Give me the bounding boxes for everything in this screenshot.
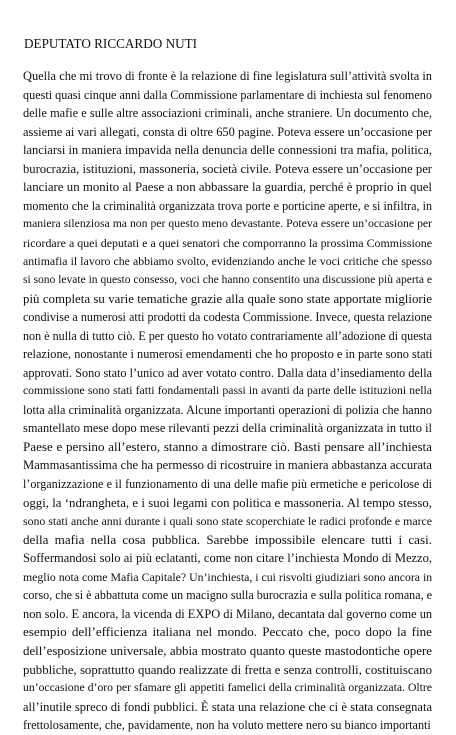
body-text-line: smantellato mese dopo mese rilevanti pezzi della criminalità organizzata in tutto il	[23, 421, 432, 436]
body-text-line: esempio dell’efficienza italiana nel mondo. Peccato che, poco dopo la fine	[23, 624, 432, 640]
body-text-line: Paese e persino all’estero, stanno a dimostrare ciò. Basti pensare all’inchiesta	[23, 438, 432, 454]
body-text-line: maniera silenziosa ma non per questo meno devastante. Poteva essere un’occasione per	[23, 217, 432, 231]
body-text-line: della mafia nella cosa pubblica. Sarebbe impossibile elencare tutti i casi.	[23, 531, 432, 547]
body-text-line: oggi, la ‘ndrangheta, e i suoi legami con politica e massoneria. Al tempo stesso,	[23, 495, 432, 510]
body-text-line: delle mafie e sulle altre associazioni criminali, anche straniere. Un documento che,	[23, 106, 432, 121]
body-text-line: condivise a numerosi atti prodotti da codesta Commissione. Invece, questa relazione	[23, 310, 432, 325]
body-text-line: momento che la criminalità organizzata trova porte e porticine aperte, e si infiltra, in	[23, 198, 432, 213]
body-text-line: antimafia il lavoro che abbiamo svolto, evidenziando anche le voci critiche che spesso	[23, 254, 432, 269]
body-text-line: assieme ai vari allegati, consta di oltre 650 pagine. Poteva essere un’occasione per	[23, 124, 432, 139]
body-text-line: ricordare a quei deputati e a quei senatori che comporranno la prossima Commissione	[23, 235, 432, 250]
body-text-line: non è nulla di tutto ciò. E per questo ho votato contrariamente all’adozione di questa	[23, 328, 432, 343]
body-text-line: lanciare un monito al Paese a non abbassare la guardia, perché è proprio in quel	[23, 180, 432, 195]
body-text-line: più completa su varie tematiche grazie alla quale sono state apportate migliorie	[23, 291, 432, 306]
body-text-line: commissione sono stati fatti fondamentali passi in avanti da parte delle istituzioni nella	[23, 384, 432, 398]
body-text-line: l’organizzazione e il funzionamento di una delle mafie più ermetiche e pericolose di	[23, 477, 432, 492]
body-text-line: lanciarsi in maniera impavida nella denuncia delle connessioni tra mafia, politica,	[23, 143, 432, 158]
document-title: DEPUTATO RICCARDO NUTI	[24, 36, 198, 51]
body-text-line: frettolosamente, che, pavidamente, non ha voluto mettere nero su bianco importanti	[23, 718, 431, 733]
body-text-line: relazione, nonostante i numerosi emendamenti che ho proposto e in parte sono stati	[23, 347, 432, 362]
body-text-line: lotta alla criminalità organizzata. Alcune importanti operazioni di polizia che hanno	[23, 402, 432, 417]
body-text-line: dell’esposizione universale, abbia mostrato quanto queste mastodontiche opere	[23, 643, 432, 658]
body-text-line: meglio nota come Mafia Capitale? Un’inchiesta, i cui risvolti giudiziari sono ancora in	[23, 569, 432, 584]
document-body	[23, 67, 432, 735]
body-text-line: Quella che mi trovo di fronte è la relazione di fine legislatura sull’attività svolta in	[23, 69, 432, 83]
body-text-line: Soffermandosi solo ai più eclatanti, come non citare l’inchiesta Mondo di Mezzo,	[23, 551, 432, 566]
body-text-line: approvati. Sono stato l’unico ad aver votato contro. Dalla data d’insediamento della	[23, 365, 432, 380]
body-text-line: all’inutile spreco di fondi pubblici. È stata una relazione che ci è stata consegnata	[23, 699, 432, 714]
body-text-line: questi quasi cinque anni dalla Commissione parlamentare di inchiesta sul fenomeno	[23, 87, 432, 102]
body-text-line: un’occasione d’oro per sfamare gli appetiti famelici della criminalità organizzata. Oltre	[23, 681, 432, 695]
body-text-line: sono stati anche anni durante i quali sono state scoperchiate le radici profonde e marce	[23, 514, 432, 529]
body-text-line: burocrazia, istituzioni, massoneria, società civile. Poteva essere un’occasione per	[23, 161, 432, 176]
body-text-line: pubbliche, soprattutto quando realizzate di fretta e senza controlli, costituiscano	[23, 662, 432, 677]
body-text-line: non solo. E ancora, la vicenda di EXPO di Milano, decantata dal governo come un	[23, 606, 432, 621]
body-text-line: corso, che si è abbattuta come un macigno sulla burocrazia e sulla politica romana, e	[23, 588, 432, 603]
body-text-line: Mammasantissima che ha permesso di ricostruire in maniera abbastanza accurata	[23, 458, 432, 473]
body-text-line: si sono levate in questo consesso, voci che hanno consentito una discussione più aperta e	[23, 274, 432, 287]
